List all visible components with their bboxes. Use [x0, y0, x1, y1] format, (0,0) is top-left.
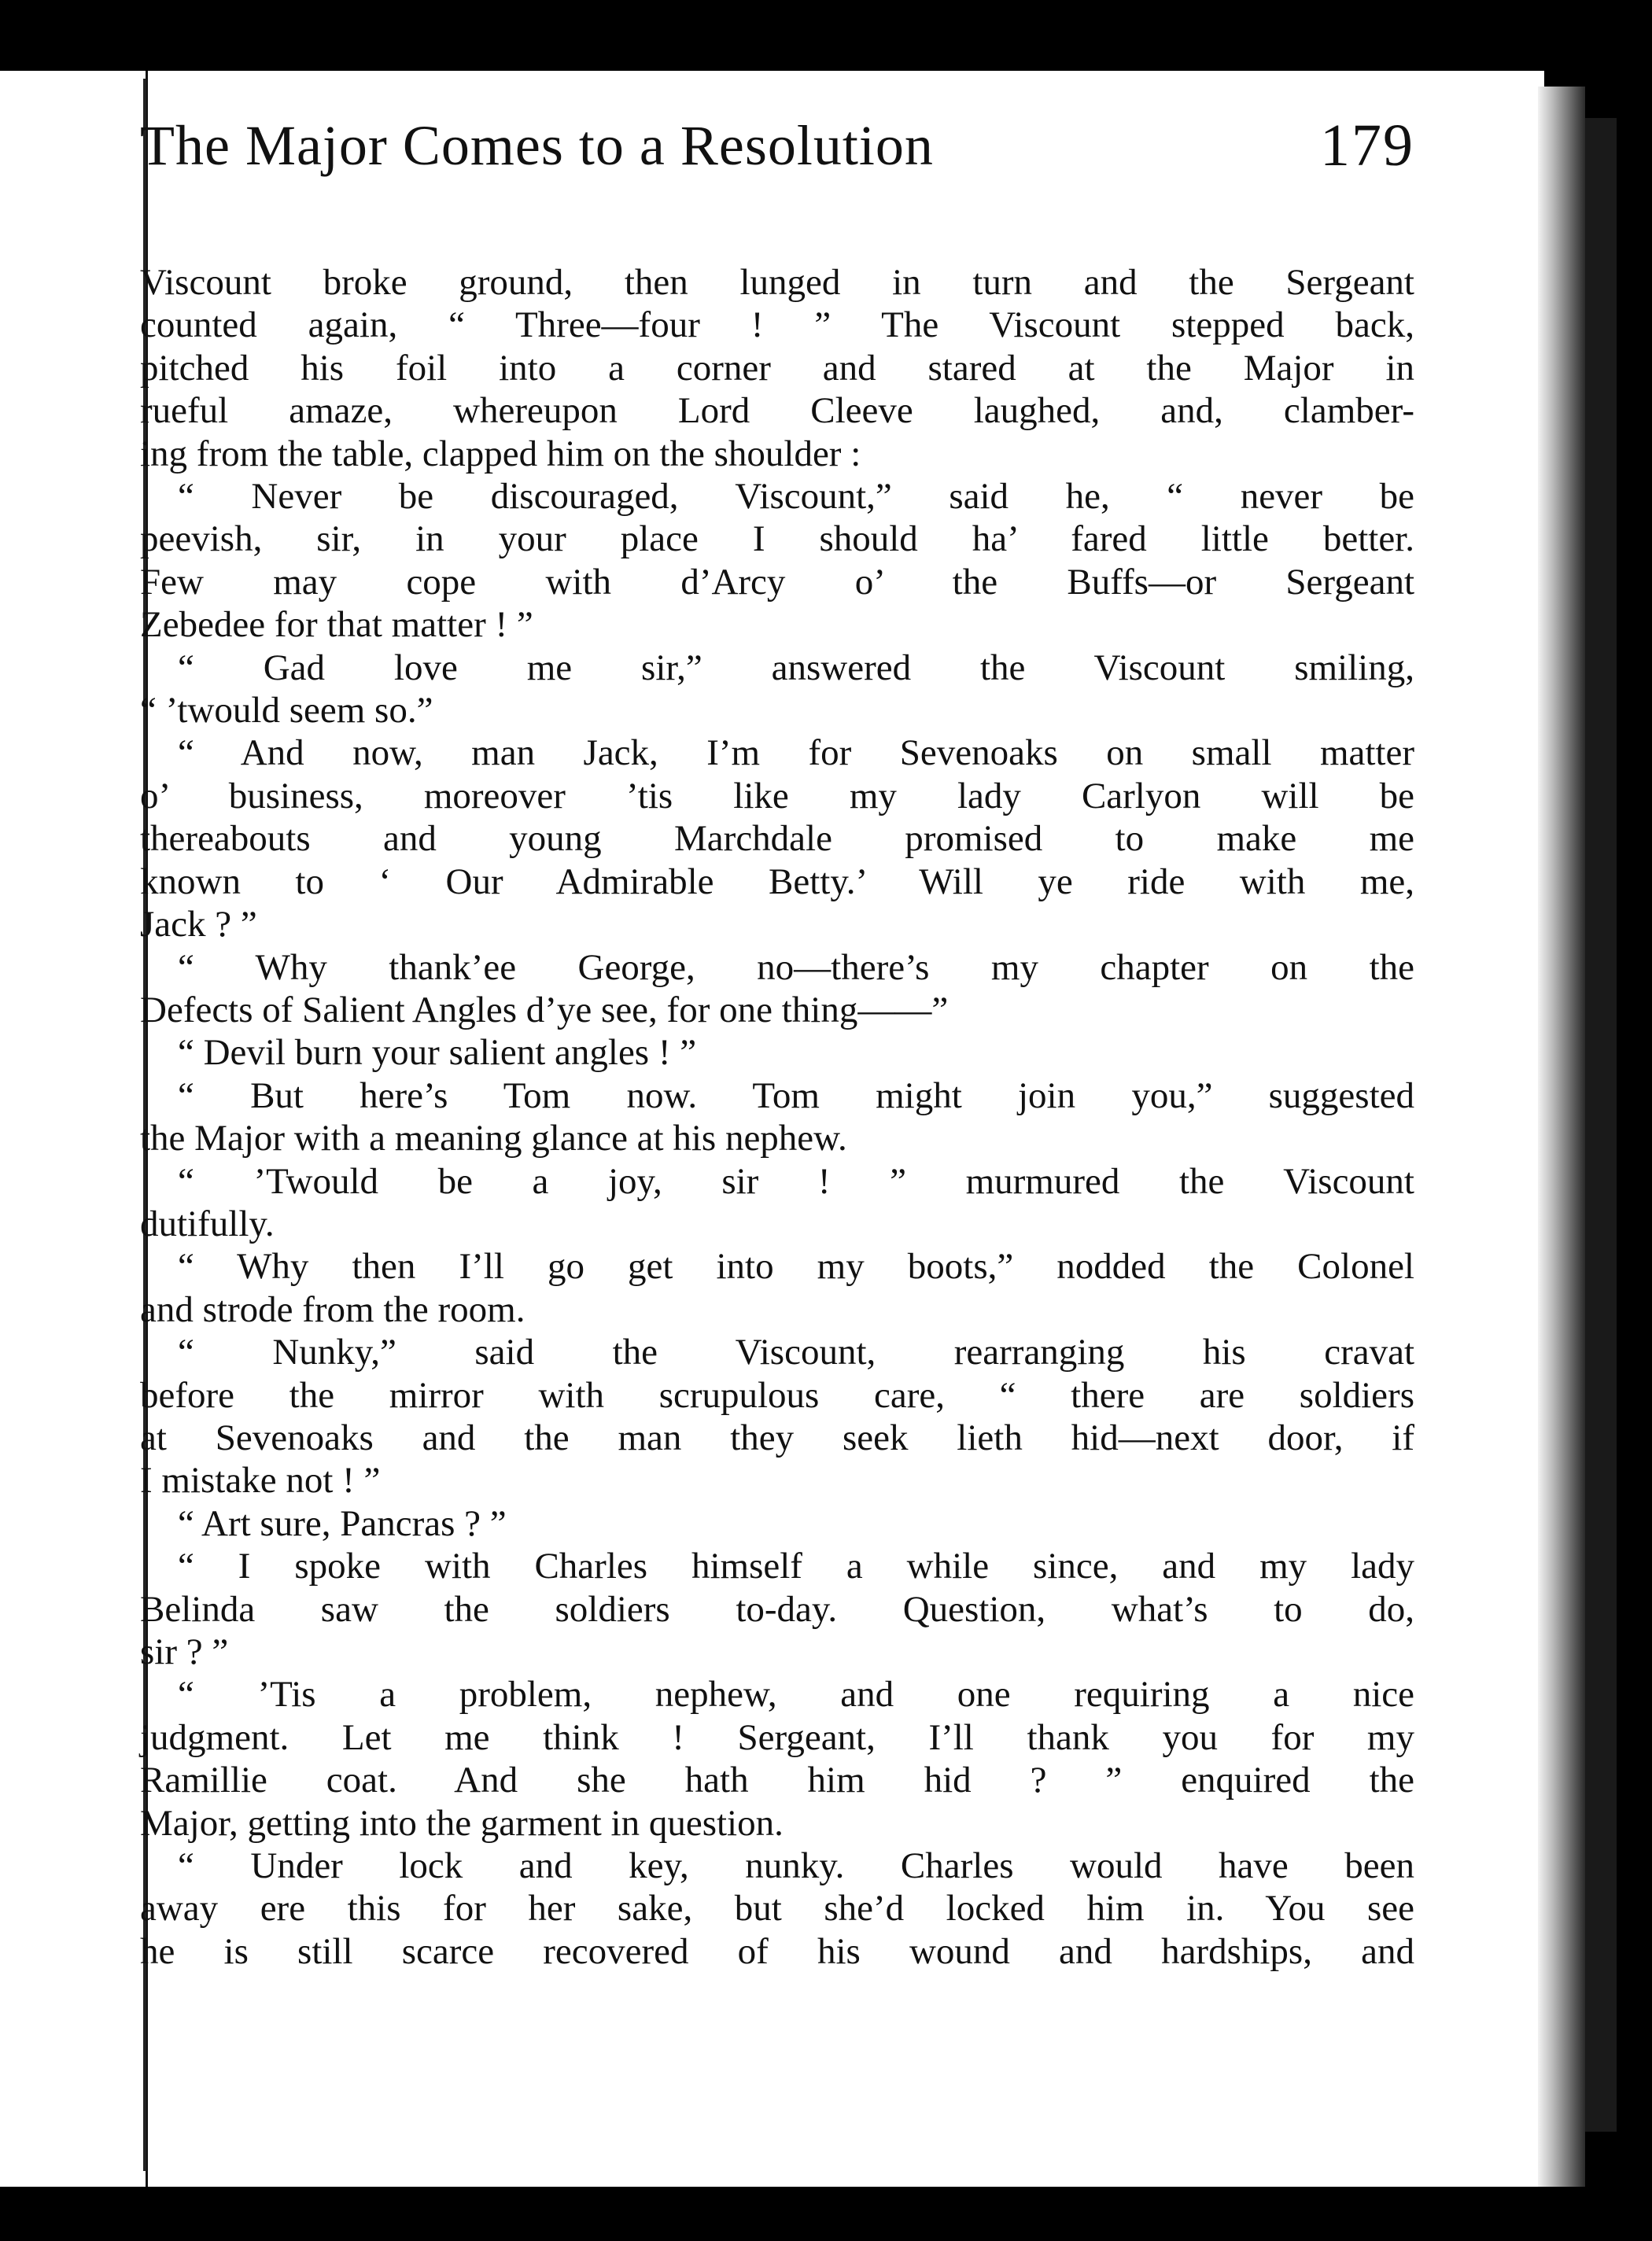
text-line: Viscount broke ground, then lunged in turn and the Sergeant	[140, 262, 1414, 303]
text-line: rueful amaze, whereupon Lord Cleeve laughed, and, clamber-	[140, 390, 1414, 432]
text-line: Belinda saw the soldiers to-day. Question, what’s to do,	[140, 1588, 1414, 1630]
facing-page-edge	[0, 71, 148, 2187]
text-line: “ Nunky,” said the Viscount, rearranging his cravat	[178, 1332, 1414, 1373]
text-line: Ramillie coat. And she hath him hid ? ” enquired the	[140, 1760, 1414, 1801]
text-line: he is still scarce recovered of his wound and hardships, and	[140, 1930, 1414, 1972]
body-text	[140, 261, 1414, 1973]
text-line: “ Why then I’ll go get into my boots,” nodded the Colonel	[178, 1246, 1414, 1288]
text-line: thereabouts and young Marchdale promised to make me	[140, 818, 1414, 860]
text-line: Few may cope with d’Arcy o’ the Buffs—or Sergeant	[140, 561, 1414, 603]
text-line: o’ business, moreover ’tis like my lady Carlyon will be	[140, 775, 1414, 816]
text-line: “ Art sure, Pancras ? ”	[178, 1502, 507, 1544]
text-line: “ ’Tis a problem, nephew, and one requiring a nice	[178, 1674, 1414, 1716]
text-line: Major, getting into the garment in question.	[140, 1802, 784, 1844]
text-line: ing from the table, clapped him on the shoulder :	[140, 433, 861, 474]
text-line: at Sevenoaks and the man they seek lieth hid—next door, if	[140, 1417, 1414, 1458]
running-title: The Major Comes to a Resolution	[140, 114, 934, 177]
page-header	[140, 102, 1414, 197]
text-line: “ Devil burn your salient angles ! ”	[178, 1032, 697, 1074]
text-line: “ Why thank’ee George, no—there’s my chapter on the	[178, 946, 1414, 988]
text-line: Jack ? ”	[140, 904, 257, 945]
text-line: the Major with a meaning glance at his nephew.	[140, 1118, 847, 1159]
text-line: and strode from the room.	[140, 1288, 525, 1330]
text-line: “ Gad love me sir,” answered the Viscount smiling,	[178, 647, 1414, 688]
text-line: away ere this for her sake, but she’d locked him in. You see	[140, 1888, 1414, 1930]
text-line: sir ? ”	[140, 1631, 229, 1672]
text-line: I mistake not ! ”	[140, 1460, 381, 1502]
book-cover-edge	[1585, 118, 1617, 2132]
text-line: “ ’Twould be a joy, sir ! ” murmured the Viscount	[178, 1160, 1414, 1202]
text-line: dutifully.	[140, 1203, 275, 1244]
text-line: “ Never be discouraged, Viscount,” said he, “ never be	[178, 476, 1414, 518]
text-line: pitched his foil into a corner and stared at the Major in	[140, 347, 1414, 389]
text-line: “ Under lock and key, nunky. Charles would have been	[178, 1845, 1414, 1887]
page-number: 179	[1320, 112, 1414, 179]
text-line: “ But here’s Tom now. Tom might join you,” suggested	[178, 1074, 1414, 1116]
text-line: Defects of Salient Angles d’ye see, for one thing——”	[140, 989, 949, 1030]
text-line: “ I spoke with Charles himself a while since, and my lady	[178, 1546, 1414, 1587]
text-line: judgment. Let me think ! Sergeant, I’ll thank you for my	[140, 1716, 1414, 1758]
text-line: peevish, sir, in your place I should ha’ fared little better.	[140, 518, 1414, 560]
text-line: “ ’twould seem so.”	[140, 690, 433, 732]
page-edge-shadow	[1538, 87, 1585, 2187]
text-line: counted again, “ Three—four ! ” The Viscount stepped back,	[140, 304, 1414, 346]
text-line: known to ‘ Our Admirable Betty.’ Will ye ride with me,	[140, 861, 1414, 902]
text-line: Zebedee for that matter ! ”	[140, 604, 533, 646]
text-line: “ And now, man Jack, I’m for Sevenoaks on small matter	[178, 732, 1414, 774]
text-line: before the mirror with scrupulous care, “ there are soldiers	[140, 1374, 1414, 1416]
